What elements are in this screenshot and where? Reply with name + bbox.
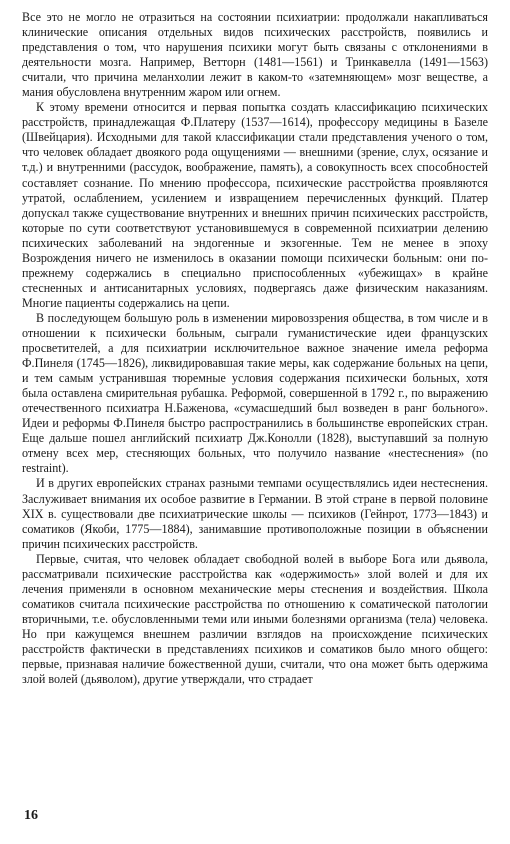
paragraph-5: Первые, считая, что человек обладает свободной волей в выборе Бога или дьявола, рассматривали психические расстройства как «одержимость» злой волей и для их лечения применяли в основном механические меры стеснения и воздействия. Школа соматиков считала психические расстройства по отношению к соматической патологии вторичными, т.е. обусловленными теми или иными болезнями организма (тела) человека. Но при кажущемся внешнем различии взглядов на происхождение психических расстройств фактически в представлениях психиков и соматиков было много общего: первые, признавая наличие божественной души, считали, что она может быть одержима злой волей (дьяволом), другие утверждали, что страдает [22,551,488,687]
paragraph-3: В последующем большую роль в изменении мировоззрения общества, в том числе и в отношении к психически больным, сыграли гуманистические идеи французских просветителей, а для психиатрии исключительное важное значение имела реформа Ф.Пинеля (1745—1826), ликвидировавшая такие меры, как содержание больных на цепи, и тем самым устранившая тюремные условия содержания психически больных, хотя была оставлена смирительная рубашка. Реформой, совершенной в 1792 г., по выражению отечественного психиатра Н.Баженова, «сумасшедший был возведен в ранг больного». Идеи и реформы Ф.Пинеля быстро распространились в большинстве европейских стран. Еще дальше пошел английский психиатр Дж.Конолли (1828), выступавший за полную отмену всех мер, стесняющих больных, что получило название «нестеснения» (no restraint). [22,310,488,476]
page-body [22,10,488,687]
paragraph-1: Все это не могло не отразиться на состоянии психиатрии: продолжали накапливаться клинические описания отдельных видов психических расстройств, появились и представления о том, что нарушения психики могут быть связаны с отклонениями в деятельности мозга. Например, Ветторн (1481—1561) и Тринкавелла (1491—1563) считали, что причина меланхолии лежит в каком-то «затемняющем» мозг веществе, а мания обусловлена внутренним жаром или огнем. [22,10,488,100]
page-number: 16 [24,808,38,823]
paragraph-4: И в других европейских странах разными темпами осуществлялись идеи нестеснения. Заслуживает внимания их особое развитие в Германии. В этой стране в первой половине XIX в. существовали две психиатрические школы — психиков (Гейнрот, 1773—1843) и соматиков (Якоби, 1775—1884), занимавшие противоположные позиции в объяснении причин психических расстройств. [22,476,488,551]
paragraph-2: К этому времени относится и первая попытка создать классификацию психических расстройств, принадлежащая Ф.Платеру (1537—1614), профессору медицины в Базеле (Швейцария). Исходными для такой классификации стали представления ученого о том, что человек обладает двоякого рода ощущениями — внешними (зрение, слух, осязание и т.д.) и внутренними (рассудок, воображение, память), а совокупность всех способностей составляет сознание. По мнению профессора, психические расстройства проявляются утратой, ослаблением, усилением и извращением перечисленных функций. Платер допускал также существование внутренних и внешних причин психических расстройств, которые по сути соответствуют установившемуся в современной психиатрии делению психических заболеваний на эндогенные и экзогенные. Тем не менее в эпоху Возрождения ничего не изменилось в оказании помощи психически больным: они по-прежнему содержались в специально приспособленных «убежищах» в крайне стесненных и антисанитарных условиях, подвергаясь даже физическим наказаниям. Многие пациенты содержались на цепи. [22,100,488,310]
